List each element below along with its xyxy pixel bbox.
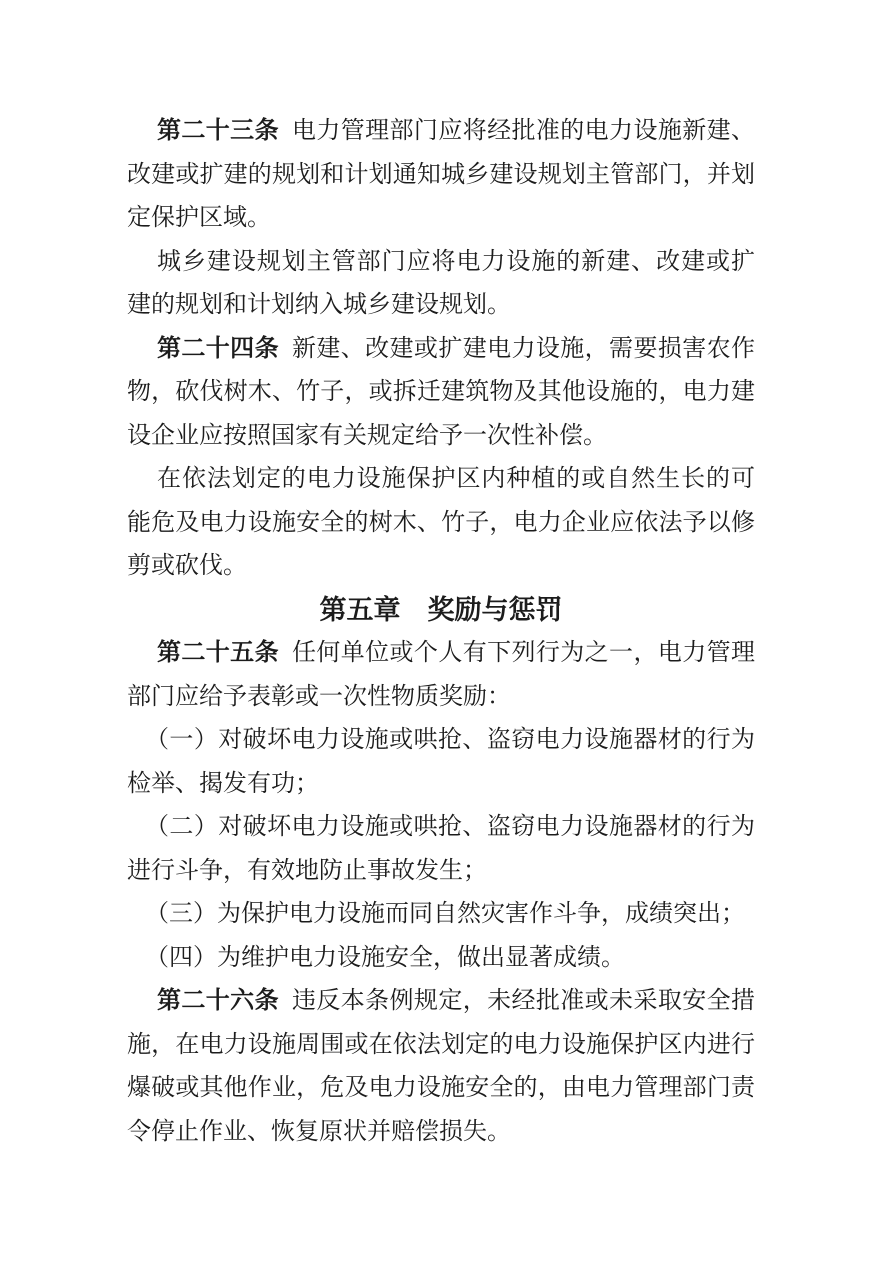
list-item-3-text: （三）为保护电力设施而同自然灾害作斗争，成绩突出； bbox=[145, 901, 745, 927]
list-item-1-text: （一）对破坏电力设施或哄抢、盗窃电力设施器材的行为检举、揭发有功； bbox=[127, 727, 755, 797]
chapter-5-heading bbox=[127, 589, 755, 633]
document-body bbox=[127, 110, 755, 1154]
article-25-number: 第二十五条 bbox=[157, 640, 279, 666]
article-26-paragraph bbox=[127, 980, 755, 1154]
paragraph-tree-trimming bbox=[127, 458, 755, 589]
article-26-number: 第二十六条 bbox=[157, 988, 279, 1014]
list-item-4 bbox=[127, 937, 755, 981]
list-item-2-text: （二）对破坏电力设施或哄抢、盗窃电力设施器材的行为进行斗争，有效地防止事故发生； bbox=[127, 814, 755, 884]
article-25-text: 任何单位或个人有下列行为之一，电力管理部门应给予表彰或一次性物质奖励： bbox=[127, 640, 756, 710]
chapter-5-heading-text: 第五章 奖励与惩罚 bbox=[319, 594, 563, 625]
article-24-number: 第二十四条 bbox=[157, 335, 279, 362]
article-23-paragraph bbox=[127, 110, 755, 241]
article-24-text: 新建、改建或扩建电力设施，需要损害农作物，砍伐树木、竹子，或拆迁建筑物及其他设施的，电力建设企业应按照国家有关规定给予一次性补偿。 bbox=[127, 335, 756, 449]
article-24-paragraph bbox=[127, 328, 755, 459]
list-item-4-text: （四）为维护电力设施安全，做出显著成绩。 bbox=[145, 944, 625, 971]
paragraph-urban-planning-text: 城乡建设规划主管部门应将电力设施的新建、改建或扩建的规划和计划纳入城乡建设规划。 bbox=[127, 248, 755, 318]
paragraph-tree-trimming-text: 在依法划定的电力设施保护区内种植的或自然生长的可能危及电力设施安全的树木、竹子，电力企业应依法予以修剪或砍伐。 bbox=[127, 466, 755, 579]
paragraph-urban-planning bbox=[127, 241, 755, 328]
article-25-paragraph bbox=[127, 632, 755, 719]
list-item-1 bbox=[127, 719, 755, 806]
article-23-text: 电力管理部门应将经批准的电力设施新建、改建或扩建的规划和计划通知城乡建设规划主管部门，并划定保护区域。 bbox=[127, 118, 756, 231]
article-26-text: 违反本条例规定，未经批准或未采取安全措施，在电力设施周围或在依法划定的电力设施保护区内进行爆破或其他作业，危及电力设施安全的，由电力管理部门责令停止作业、恢复原状并赔偿损失。 bbox=[127, 988, 756, 1145]
list-item-3 bbox=[127, 893, 755, 937]
article-23-number: 第二十三条 bbox=[157, 118, 279, 144]
list-item-2 bbox=[127, 806, 755, 893]
